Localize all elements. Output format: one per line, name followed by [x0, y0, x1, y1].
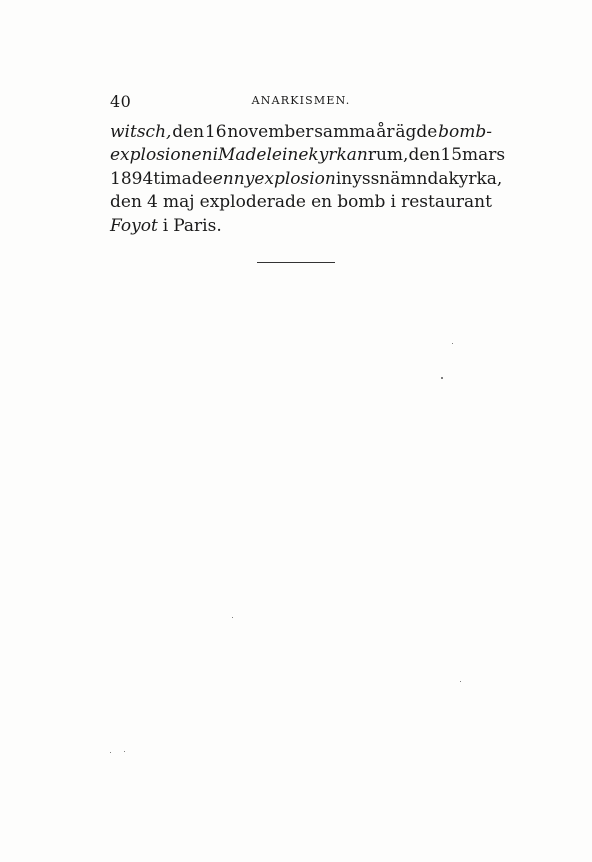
word: 16	[204, 122, 227, 142]
word: kyrka,	[448, 168, 503, 189]
word: ägde	[395, 122, 438, 142]
word: rum,	[367, 145, 409, 166]
word: 15	[440, 145, 463, 166]
word: en	[311, 192, 333, 213]
text-line-5	[110, 215, 492, 238]
word: i	[212, 145, 218, 166]
word: maj	[162, 192, 195, 213]
scan-speck	[232, 617, 233, 618]
word: timade	[153, 168, 213, 189]
word: restaurant	[401, 192, 492, 213]
word: Madeleinekyrkan	[218, 145, 368, 166]
word: i	[390, 192, 396, 213]
word: mars	[462, 145, 506, 166]
word: i	[162, 215, 169, 236]
word: år	[376, 122, 395, 142]
word: 1894	[110, 168, 154, 189]
word: nyssnämnda	[341, 168, 449, 189]
word: bomb	[337, 192, 386, 213]
running-head: ANARKISMEN.	[251, 94, 351, 107]
scan-speck	[124, 751, 125, 752]
word: explosionen	[110, 145, 213, 166]
word: 4	[147, 192, 158, 213]
word: i	[335, 168, 342, 189]
text-line-2	[110, 144, 506, 167]
word: Foyot	[110, 215, 158, 236]
scan-speck	[441, 377, 443, 379]
word: den	[408, 145, 441, 166]
section-end-rule	[257, 262, 335, 263]
word: den	[110, 192, 142, 213]
scan-speck	[460, 681, 461, 682]
page-number: 40	[110, 92, 132, 111]
word: witsch,	[110, 122, 172, 142]
scan-speck	[452, 343, 453, 344]
word: den	[172, 122, 205, 142]
text-line-3	[110, 168, 503, 191]
word: explosion	[254, 168, 336, 189]
word: en	[212, 168, 234, 189]
word: exploderade	[199, 192, 306, 213]
word: november	[227, 122, 314, 142]
text-line-4	[110, 191, 492, 214]
text-line-1	[110, 121, 492, 144]
body-paragraph	[110, 121, 506, 238]
word: bomb-	[438, 122, 492, 142]
word: ny	[233, 168, 255, 189]
scan-speck	[110, 752, 111, 753]
word: Paris.	[173, 215, 222, 236]
word: samma	[314, 122, 376, 142]
